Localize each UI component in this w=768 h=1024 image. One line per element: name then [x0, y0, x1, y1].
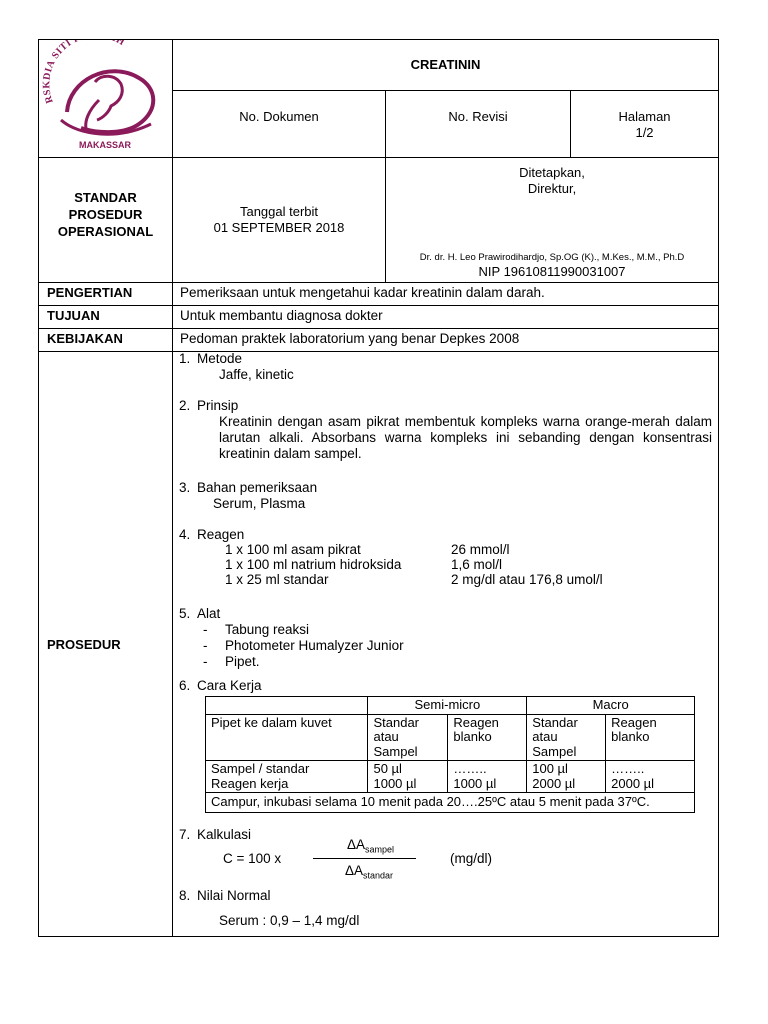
pipet-label: Pipet ke dalam kuvet — [206, 714, 368, 761]
metode-section — [173, 351, 712, 383]
alat-item-label: Tabung reaksi — [225, 622, 310, 637]
tujuan-label: TUJUAN — [39, 306, 173, 329]
standar-sampel-header: Standar atau Sampel — [368, 714, 448, 761]
alat-list — [173, 622, 712, 670]
table-cell — [448, 761, 527, 793]
tanggal-terbit-cell — [173, 158, 386, 283]
prosedur-label: PROSEDUR — [39, 352, 173, 937]
cell-value: …….. — [453, 761, 487, 776]
cara-kerja-section — [173, 678, 712, 694]
direktur-label: Direktur, — [527, 181, 577, 196]
table-cell — [527, 761, 606, 793]
pengertian-label: PENGERTIAN — [39, 283, 173, 306]
table-corner — [206, 697, 368, 715]
reagen-blanko-header: Reagen blanko — [606, 714, 695, 761]
alat-item-label: Pipet. — [225, 654, 260, 669]
nilai-normal-body: Serum : 0,9 – 1,4 mg/dl — [219, 912, 360, 928]
reagen-name: 1 x 100 ml natrium hidroksida — [225, 557, 402, 572]
nilai-normal-section — [173, 888, 712, 929]
prosedur-content — [173, 352, 719, 937]
section-number: 4. — [179, 527, 191, 542]
alat-section — [173, 606, 712, 622]
row-label: Reagen kerja — [211, 775, 289, 791]
sop-table — [38, 39, 719, 937]
list-dash: - — [203, 638, 208, 653]
cell-value: 100 µl — [532, 761, 568, 776]
delta-symbol: ΔA — [345, 862, 364, 878]
standar-sampel-header: Standar atau Sampel — [527, 714, 606, 761]
halaman-label: Halaman — [618, 108, 671, 124]
numerator-sub: sampel — [365, 844, 395, 855]
section-number: 6. — [179, 678, 191, 693]
macro-header: Macro — [527, 697, 695, 715]
section-title: Bahan pemeriksaan — [197, 480, 318, 495]
reagen-value: 26 mmol/l — [451, 542, 510, 557]
logo-cell — [39, 40, 173, 158]
logo-city: MAKASSAR — [78, 140, 132, 150]
reagen-section — [173, 527, 712, 542]
signer-nip: NIP 19610811990031007 — [478, 264, 626, 279]
pengertian-value: Pemeriksaan untuk mengetahui kadar kreatinin dalam darah. — [173, 283, 719, 306]
alat-item — [203, 622, 712, 638]
section-number: 3. — [179, 480, 191, 495]
reagen-name: 1 x 100 ml asam pikrat — [225, 542, 361, 557]
logo-arc-text: RSKDIA SITI H — [41, 40, 127, 105]
tujuan-value: Untuk membantu diagnosa dokter — [173, 306, 719, 329]
table-row — [206, 761, 368, 793]
ditetapkan-cell — [386, 158, 719, 283]
formula-unit: (mg/dl) — [450, 850, 493, 866]
halaman-cell — [571, 90, 719, 157]
prinsip-body: Kreatinin dengan asam pikrat membentuk kompleks warna orange-merah dalam larutan alkali. Absorbans warna kompleks ini sebanding dengan konsentrasi kreatinin dalam sampel. — [219, 414, 713, 461]
tanggal-label: Tanggal terbit — [239, 204, 319, 219]
reagen-value: 2 mg/dl atau 176,8 umol/l — [451, 572, 603, 587]
section-title: Kalkulasi — [197, 826, 252, 842]
kebijakan-label: KEBIJAKAN — [39, 329, 173, 352]
sop-label-line: PROSEDUR — [68, 207, 143, 222]
section-number: 2. — [179, 398, 191, 413]
cell-value: 1000 µl — [373, 775, 417, 791]
bahan-body: Serum, Plasma — [213, 496, 306, 511]
section-title: Nilai Normal — [197, 887, 271, 903]
section-title: Alat — [197, 606, 221, 621]
bahan-section — [173, 480, 712, 512]
metode-body: Jaffe, kinetic — [219, 367, 294, 382]
reagen-blanko-header: Reagen blanko — [448, 714, 527, 761]
section-title: Reagen — [197, 527, 245, 542]
delta-symbol: ΔA — [347, 836, 366, 852]
section-number: 5. — [179, 606, 191, 621]
reagen-name: 1 x 25 ml standar — [225, 572, 329, 587]
prinsip-section — [173, 398, 712, 462]
section-number: 1. — [179, 351, 191, 366]
formula-denominator — [345, 863, 393, 881]
list-dash: - — [203, 622, 208, 637]
table-cell — [606, 761, 695, 793]
cell-value: 50 µl — [373, 761, 402, 776]
section-number: 7. — [179, 826, 191, 842]
row-label: Sampel / standar — [211, 761, 310, 776]
formula-lhs: C = 100 x — [223, 850, 282, 866]
section-title: Prinsip — [197, 398, 239, 413]
cell-value: 2000 µl — [532, 775, 576, 791]
cell-value: …….. — [611, 761, 645, 776]
alat-item-label: Photometer Humalyzer Junior — [225, 638, 404, 653]
tanggal-value: 01 SEPTEMBER 2018 — [213, 220, 345, 235]
section-title: Metode — [197, 351, 243, 366]
semi-micro-header: Semi-micro — [368, 697, 527, 715]
list-dash: - — [203, 654, 208, 669]
section-title: Cara Kerja — [197, 678, 262, 693]
signer-name: Dr. dr. H. Leo Prawirodihardjo, Sp.OG (K)., M.Kes., M.M., Ph.D — [419, 252, 685, 263]
no-revisi-label: No. Revisi — [386, 90, 571, 157]
sop-label-line: STANDAR — [74, 190, 137, 205]
no-dokumen-label: No. Dokumen — [173, 90, 386, 157]
alat-item — [203, 654, 712, 670]
formula-numerator — [347, 837, 394, 855]
sop-label-cell — [39, 158, 173, 283]
fraction-bar — [313, 858, 416, 859]
cell-value: 2000 µl — [611, 775, 655, 791]
document-title: CREATININ — [173, 40, 719, 91]
cell-value: 1000 µl — [453, 775, 497, 791]
section-number: 8. — [179, 887, 191, 903]
hospital-logo — [39, 40, 171, 154]
sop-label-line: OPERASIONAL — [57, 224, 154, 239]
halaman-value: 1/2 — [635, 124, 654, 140]
reagen-list — [173, 542, 712, 587]
table-cell — [368, 761, 448, 793]
denominator-sub: standar — [363, 870, 394, 881]
ditetapkan-label: Ditetapkan, — [519, 165, 585, 180]
kebijakan-value: Pedoman praktek laboratorium yang benar Depkes 2008 — [173, 329, 719, 352]
reagen-value: 1,6 mol/l — [451, 557, 503, 572]
alat-item — [203, 638, 712, 654]
sop-document — [38, 39, 718, 937]
cara-kerja-note: Campur, inkubasi selama 10 menit pada 20….25ºC atau 5 menit pada 37ºC. — [206, 793, 695, 813]
kalkulasi-section — [173, 827, 712, 843]
cara-kerja-table — [205, 696, 695, 813]
